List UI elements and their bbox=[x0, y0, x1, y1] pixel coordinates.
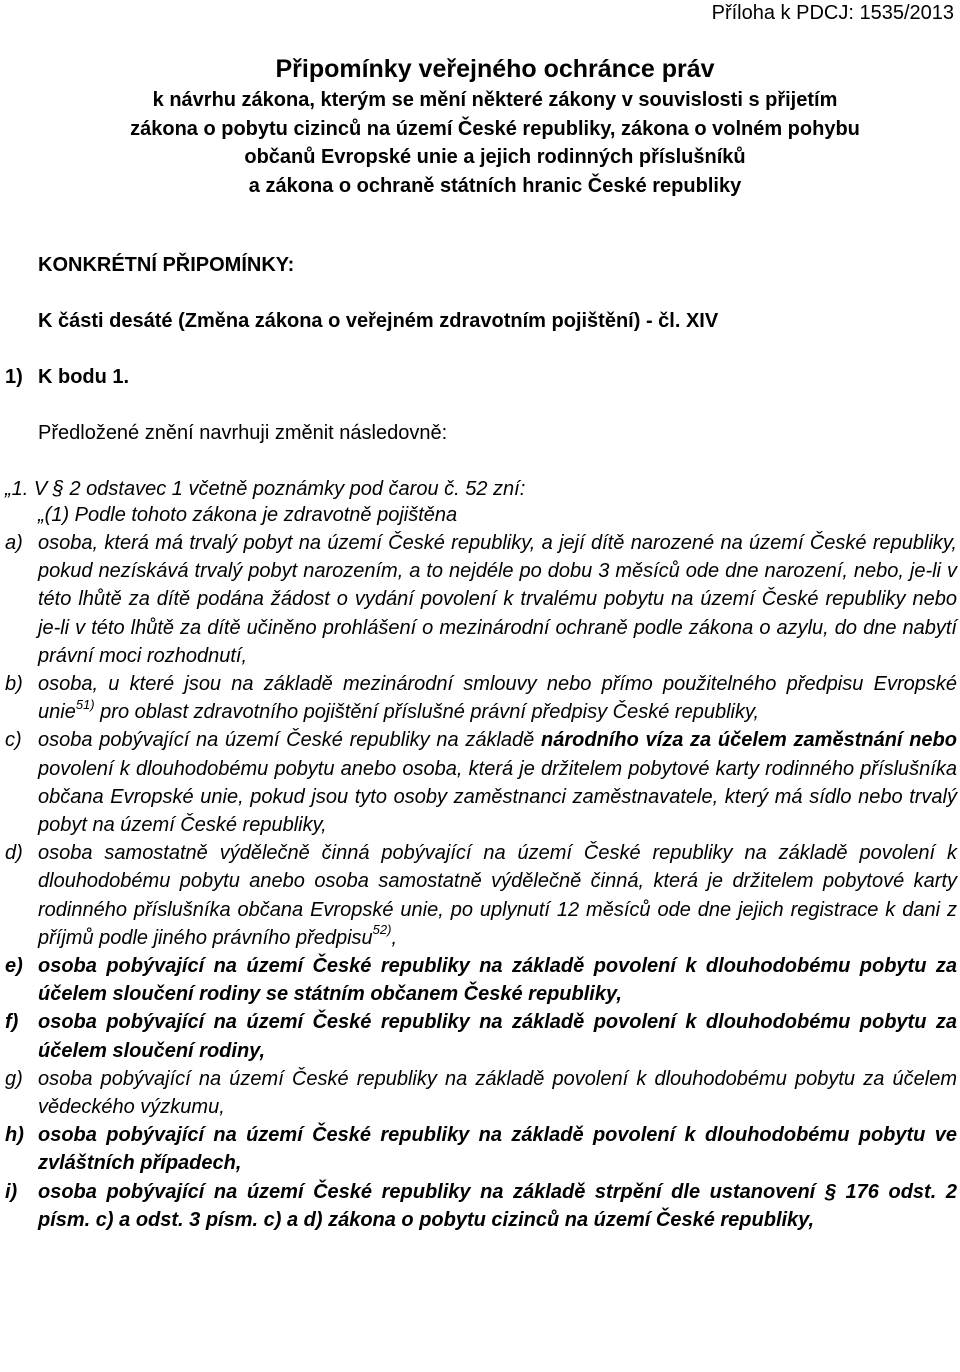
list-item bbox=[0, 952, 960, 1008]
item-text bbox=[38, 1065, 957, 1121]
item-letter: f) bbox=[5, 1011, 19, 1034]
document-title-block bbox=[0, 52, 960, 200]
item-text-part: osoba pobývající na území České republiky na základě povolení k dlouhodobému pobytu za účelem vědeckého výzkumu, bbox=[38, 1067, 957, 1119]
item-text-part: osoba, u které jsou na základě mezinárodní smlouvy nebo přímo použitelného předpisu Evropské unie bbox=[38, 673, 957, 724]
item-text-part: osoba, která má trvalý pobyt na území České republiky, a její dítě narozené na území České republiky, pokud nezískává trvalý pobyt narozením, a to nejdéle po dobu 3 měsíců ode dne narození, nebo, je-li v této lhůtě za dítě podána žádost o vydání povolení k trvalému pobytu na území České republiky nebo je-li v této lhůtě za dítě učiněno prohlášení o mezinárodní ochraně podle zákona o azylu, do dne nabytí právní moci rozhodnutí, bbox=[38, 532, 957, 667]
list-item bbox=[0, 1178, 960, 1234]
item-text bbox=[38, 1121, 957, 1177]
item-text bbox=[38, 670, 957, 726]
item-letter: i) bbox=[5, 1180, 18, 1203]
amendment-items bbox=[0, 529, 960, 1234]
item-text-part: osoba pobývající na území České republiky na základě povolení k dlouhodobému pobytu za účelem sloučení rodiny se státním občanem České republiky, bbox=[38, 955, 957, 1006]
list-item bbox=[0, 726, 960, 839]
amendment-lead: „1. V § 2 odstavec 1 včetně poznámky pod čarou č. 52 zní: bbox=[5, 478, 526, 500]
amendment-paragraph: „(1) Podle tohoto zákona je zdravotně pojištěna bbox=[38, 504, 458, 526]
point-number: 1) bbox=[5, 366, 23, 388]
item-text bbox=[38, 839, 957, 952]
section-heading: KONKRÉTNÍ PŘIPOMÍNKY: bbox=[38, 254, 295, 276]
item-text-part: pro oblast zdravotního pojištění příslušné právní předpisy České republiky, bbox=[94, 701, 760, 724]
title-line: k návrhu zákona, kterým se mění některé zákony v souvislosti s přijetím bbox=[152, 89, 838, 111]
proposal-intro: Předložené znění navrhuji změnit následovně: bbox=[38, 422, 448, 444]
part-heading: K části desáté (Změna zákona o veřejném zdravotním pojištění) - čl. XIV bbox=[38, 310, 719, 332]
footnote-reference: 52) bbox=[372, 922, 392, 938]
item-letter: g) bbox=[5, 1067, 23, 1090]
item-text-part: , bbox=[391, 926, 398, 949]
item-text-part: osoba pobývající na území České republiky na základě povolení k dlouhodobému pobytu za účelem sloučení rodiny, bbox=[38, 1011, 957, 1062]
point-title: K bodu 1. bbox=[38, 366, 130, 388]
item-letter: b) bbox=[5, 673, 23, 696]
document-title: Připomínky veřejného ochránce práv bbox=[275, 55, 715, 83]
item-letter: e) bbox=[5, 955, 23, 978]
item-letter: a) bbox=[5, 532, 23, 554]
list-item bbox=[0, 839, 960, 952]
item-text-part: osoba pobývající na území České republiky na základě strpění dle ustanovení § 176 odst. 2 písm. c) a odst. 3 písm. c) a d) zákona o pobytu cizinců na území České republiky, bbox=[38, 1180, 957, 1231]
title-line: občanů Evropské unie a jejich rodinných příslušníků bbox=[244, 146, 746, 168]
annex-reference: Příloha k PDCJ: 1535/2013 bbox=[711, 2, 954, 24]
item-text-part: osoba pobývající na území České republiky na základě bbox=[38, 729, 542, 752]
item-letter: d) bbox=[5, 842, 23, 865]
title-line: a zákona o ochraně státních hranic České republiky bbox=[248, 174, 742, 197]
list-item bbox=[0, 1008, 960, 1064]
item-text bbox=[38, 726, 957, 839]
title-line: zákona o pobytu cizinců na území České republiky, zákona o volném pohybu bbox=[130, 117, 860, 140]
list-item bbox=[0, 1065, 960, 1121]
item-text bbox=[38, 529, 957, 670]
footnote-reference: 51) bbox=[75, 696, 95, 712]
item-text-part: osoba pobývající na území České republiky na základě povolení k dlouhodobému pobytu ve zvláštních případech, bbox=[38, 1124, 957, 1175]
item-text bbox=[38, 952, 957, 1008]
item-text-part: osoba samostatně výdělečně činná pobývající na území České republiky na základě povolení k dlouhodobému pobytu anebo osoba samostatně výdělečně činná, která je držitelem pobytové karty rodinného příslušníka občana Evropské unie, po uplynutí 12 měsíců ode dne jejich registrace k dani z příjmů podle jiného právního předpisu bbox=[38, 842, 957, 949]
list-item bbox=[0, 1121, 960, 1177]
item-text-part: povolení k dlouhodobému pobytu anebo osoba, která je držitelem pobytové karty rodinného příslušníka občana Evropské unie, pokud jsou tyto osoby zaměstnanci zaměstnavatele, který má sídlo nebo trvalý pobyt na území České republiky, bbox=[38, 757, 957, 837]
item-letter: c) bbox=[5, 729, 22, 752]
item-text bbox=[38, 1178, 957, 1234]
item-text bbox=[38, 1008, 957, 1064]
item-letter: h) bbox=[5, 1124, 24, 1147]
list-item bbox=[0, 670, 960, 726]
item-text-part: národního víza za účelem zaměstnání nebo bbox=[541, 729, 957, 752]
list-item bbox=[0, 529, 960, 670]
